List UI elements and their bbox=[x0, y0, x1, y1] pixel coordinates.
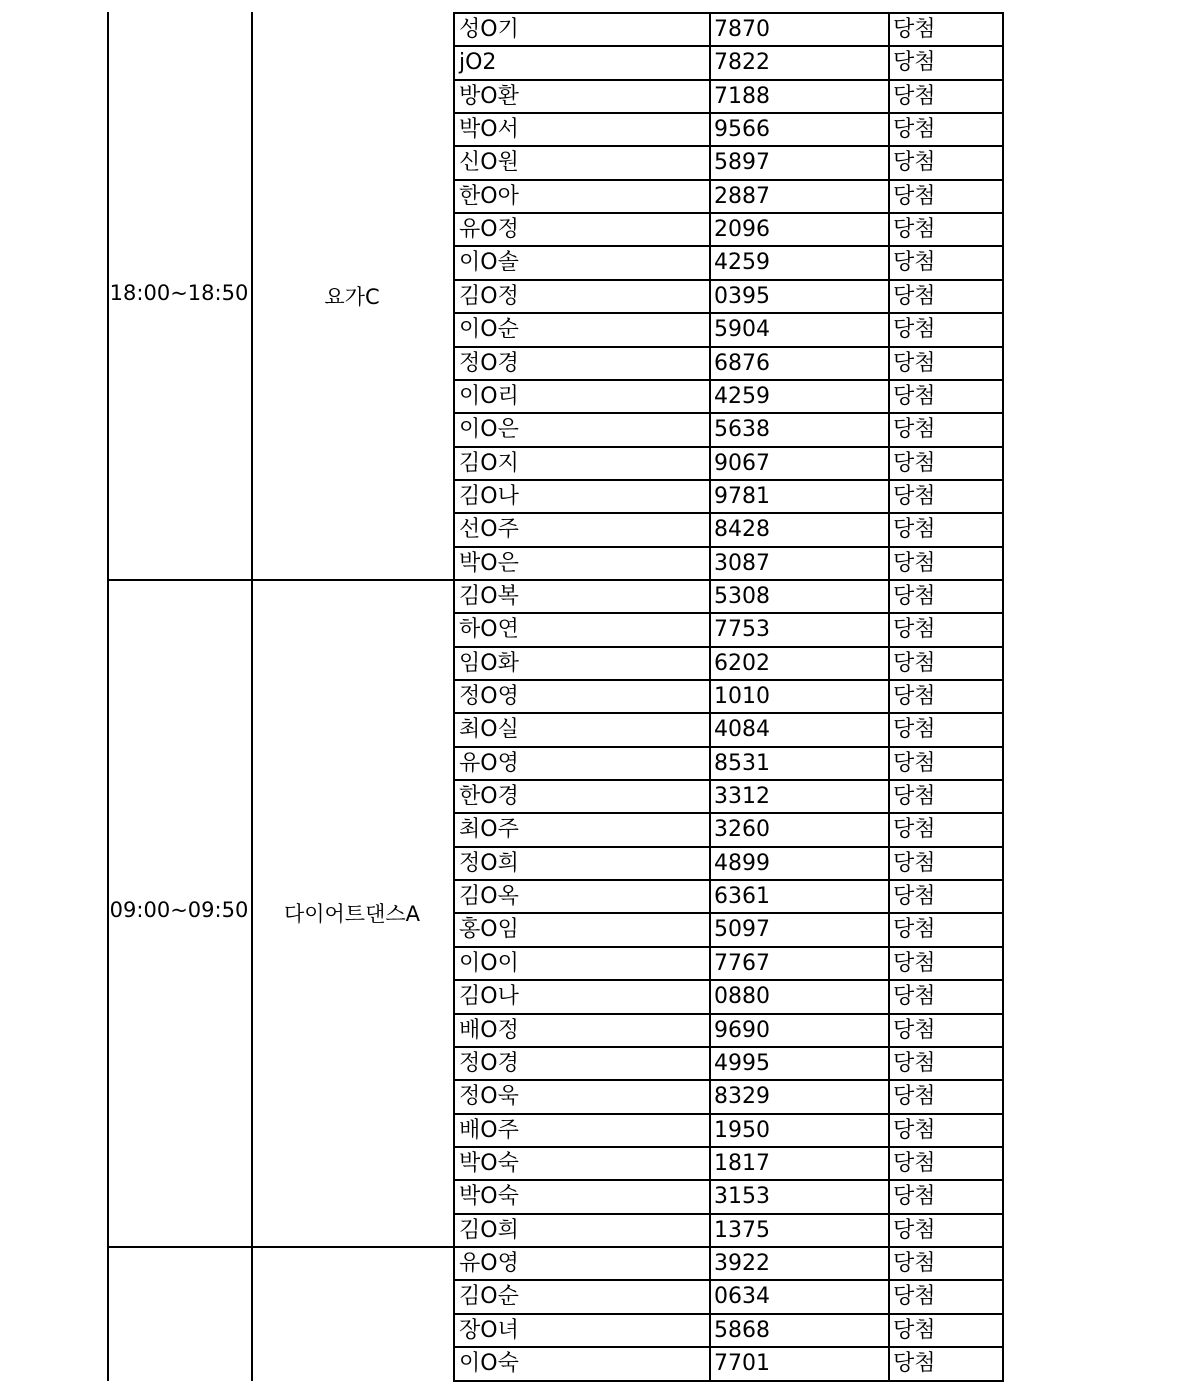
cell-result: 당첨 bbox=[893, 217, 936, 242]
cell-code: 8531 bbox=[714, 751, 770, 776]
cell-name: 김O나 bbox=[459, 484, 519, 509]
cell-name: 장O녀 bbox=[459, 1318, 519, 1343]
cell-name: 김O나 bbox=[459, 984, 519, 1009]
cell-code: 5897 bbox=[714, 150, 770, 175]
cell-code: 6361 bbox=[714, 884, 770, 909]
cell-result: 당첨 bbox=[893, 551, 936, 576]
cell-result: 당첨 bbox=[893, 784, 936, 809]
cell-result: 당첨 bbox=[893, 1351, 936, 1376]
cell-name: 유O정 bbox=[459, 217, 519, 242]
cell-name: 김O지 bbox=[459, 451, 519, 476]
cell-result: 당첨 bbox=[893, 1118, 936, 1143]
group-divider bbox=[107, 1246, 455, 1248]
cell-result: 당첨 bbox=[893, 1284, 936, 1309]
cell-code: 9690 bbox=[714, 1018, 770, 1043]
cell-code: 5638 bbox=[714, 417, 770, 442]
cell-result: 당첨 bbox=[893, 751, 936, 776]
cell-name: 배O정 bbox=[459, 1018, 519, 1043]
cell-code: 9566 bbox=[714, 117, 770, 142]
cell-name: 김O순 bbox=[459, 1284, 519, 1309]
cell-code: 7822 bbox=[714, 50, 770, 75]
cell-name: 김O정 bbox=[459, 284, 519, 309]
cell-result: 당첨 bbox=[893, 584, 936, 609]
cell-code: 7188 bbox=[714, 84, 770, 109]
cell-name: 방O환 bbox=[459, 84, 519, 109]
cell-result: 당첨 bbox=[893, 484, 936, 509]
cell-name: 최O실 bbox=[459, 717, 519, 742]
cell-name: 김O복 bbox=[459, 584, 519, 609]
cell-code: 7870 bbox=[714, 17, 770, 42]
cell-name: 한O아 bbox=[459, 184, 519, 209]
cell-name: 신O원 bbox=[459, 150, 519, 175]
outer-left-border bbox=[107, 12, 109, 1381]
time-slot-label: 09:00~09:50 bbox=[109, 898, 249, 922]
cell-code: 3312 bbox=[714, 784, 770, 809]
cell-name: 김O희 bbox=[459, 1218, 519, 1243]
cell-result: 당첨 bbox=[893, 1251, 936, 1276]
cell-name: 성O기 bbox=[459, 17, 519, 42]
cell-code: 5868 bbox=[714, 1318, 770, 1343]
cell-name: 김O옥 bbox=[459, 884, 519, 909]
name-code-divider bbox=[709, 12, 711, 1381]
cell-name: 이O숙 bbox=[459, 1351, 519, 1376]
cell-name: 이O순 bbox=[459, 317, 519, 342]
code-result-divider bbox=[888, 12, 890, 1381]
cell-code: 6202 bbox=[714, 651, 770, 676]
cell-result: 당첨 bbox=[893, 317, 936, 342]
cell-code: 5097 bbox=[714, 917, 770, 942]
cell-result: 당첨 bbox=[893, 951, 936, 976]
cell-name: 유O영 bbox=[459, 1251, 519, 1276]
cell-code: 7753 bbox=[714, 617, 770, 642]
cell-code: 1817 bbox=[714, 1151, 770, 1176]
cell-code: 5308 bbox=[714, 584, 770, 609]
cell-code: 3087 bbox=[714, 551, 770, 576]
cell-name: 유O영 bbox=[459, 751, 519, 776]
outer-right-border bbox=[1002, 12, 1004, 1381]
cell-code: 8329 bbox=[714, 1084, 770, 1109]
cell-result: 당첨 bbox=[893, 1018, 936, 1043]
cell-name: 하O연 bbox=[459, 617, 519, 642]
cell-result: 당첨 bbox=[893, 351, 936, 376]
cell-result: 당첨 bbox=[893, 250, 936, 275]
cell-name: 홍O임 bbox=[459, 917, 519, 942]
cell-code: 6876 bbox=[714, 351, 770, 376]
cell-code: 4084 bbox=[714, 717, 770, 742]
cell-result: 당첨 bbox=[893, 50, 936, 75]
cell-code: 3922 bbox=[714, 1251, 770, 1276]
time-slot-label: 18:00~18:50 bbox=[109, 281, 249, 305]
cell-name: 정O희 bbox=[459, 851, 519, 876]
cell-code: 7767 bbox=[714, 951, 770, 976]
cell-name: 이O리 bbox=[459, 384, 519, 409]
cell-result: 당첨 bbox=[893, 517, 936, 542]
cell-name: 선O주 bbox=[459, 517, 519, 542]
cell-code: 4995 bbox=[714, 1051, 770, 1076]
cell-code: 7701 bbox=[714, 1351, 770, 1376]
cell-code: 3153 bbox=[714, 1184, 770, 1209]
cell-name: 박O숙 bbox=[459, 1184, 519, 1209]
cell-code: 5904 bbox=[714, 317, 770, 342]
cell-result: 당첨 bbox=[893, 917, 936, 942]
program-label: 다이어트댄스A bbox=[283, 902, 421, 926]
cell-result: 당첨 bbox=[893, 851, 936, 876]
cell-result: 당첨 bbox=[893, 884, 936, 909]
program-label: 요가C bbox=[324, 285, 380, 309]
cell-code: 1950 bbox=[714, 1118, 770, 1143]
cell-name: 최O주 bbox=[459, 817, 519, 842]
program-name-divider bbox=[453, 12, 455, 1381]
cell-code: 1375 bbox=[714, 1218, 770, 1243]
cell-name: 정O경 bbox=[459, 351, 519, 376]
cell-name: 이O이 bbox=[459, 951, 519, 976]
cell-code: 2096 bbox=[714, 217, 770, 242]
cell-result: 당첨 bbox=[893, 184, 936, 209]
cell-name: 이O솔 bbox=[459, 250, 519, 275]
cell-name: 박O은 bbox=[459, 551, 519, 576]
cell-result: 당첨 bbox=[893, 717, 936, 742]
cell-name: jO2 bbox=[459, 50, 497, 75]
cell-result: 당첨 bbox=[893, 1084, 936, 1109]
group-divider bbox=[107, 579, 455, 581]
cell-result: 당첨 bbox=[893, 1051, 936, 1076]
cell-code: 0395 bbox=[714, 284, 770, 309]
cell-result: 당첨 bbox=[893, 417, 936, 442]
cell-result: 당첨 bbox=[893, 1151, 936, 1176]
cell-code: 8428 bbox=[714, 517, 770, 542]
cell-result: 당첨 bbox=[893, 150, 936, 175]
row-divider bbox=[453, 1380, 1004, 1382]
cell-name: 정O영 bbox=[459, 684, 519, 709]
cell-name: 박O서 bbox=[459, 117, 519, 142]
cell-name: 배O주 bbox=[459, 1118, 519, 1143]
time-program-divider bbox=[251, 12, 253, 1381]
cell-result: 당첨 bbox=[893, 117, 936, 142]
cell-result: 당첨 bbox=[893, 617, 936, 642]
cell-name: 임O화 bbox=[459, 651, 519, 676]
cell-code: 9781 bbox=[714, 484, 770, 509]
cell-result: 당첨 bbox=[893, 1184, 936, 1209]
cell-code: 3260 bbox=[714, 817, 770, 842]
cell-code: 2887 bbox=[714, 184, 770, 209]
cell-result: 당첨 bbox=[893, 651, 936, 676]
cell-name: 이O은 bbox=[459, 417, 519, 442]
cell-code: 0880 bbox=[714, 984, 770, 1009]
cell-result: 당첨 bbox=[893, 1218, 936, 1243]
cell-result: 당첨 bbox=[893, 84, 936, 109]
cell-code: 0634 bbox=[714, 1284, 770, 1309]
cell-code: 4259 bbox=[714, 250, 770, 275]
cell-result: 당첨 bbox=[893, 451, 936, 476]
cell-result: 당첨 bbox=[893, 284, 936, 309]
cell-name: 박O숙 bbox=[459, 1151, 519, 1176]
cell-result: 당첨 bbox=[893, 17, 936, 42]
cell-result: 당첨 bbox=[893, 1318, 936, 1343]
cell-result: 당첨 bbox=[893, 384, 936, 409]
cell-code: 4259 bbox=[714, 384, 770, 409]
cell-name: 한O경 bbox=[459, 784, 519, 809]
cell-name: 정O경 bbox=[459, 1051, 519, 1076]
cell-code: 1010 bbox=[714, 684, 770, 709]
cell-code: 4899 bbox=[714, 851, 770, 876]
cell-code: 9067 bbox=[714, 451, 770, 476]
cell-name: 정O욱 bbox=[459, 1084, 519, 1109]
cell-result: 당첨 bbox=[893, 684, 936, 709]
cell-result: 당첨 bbox=[893, 817, 936, 842]
cell-result: 당첨 bbox=[893, 984, 936, 1009]
